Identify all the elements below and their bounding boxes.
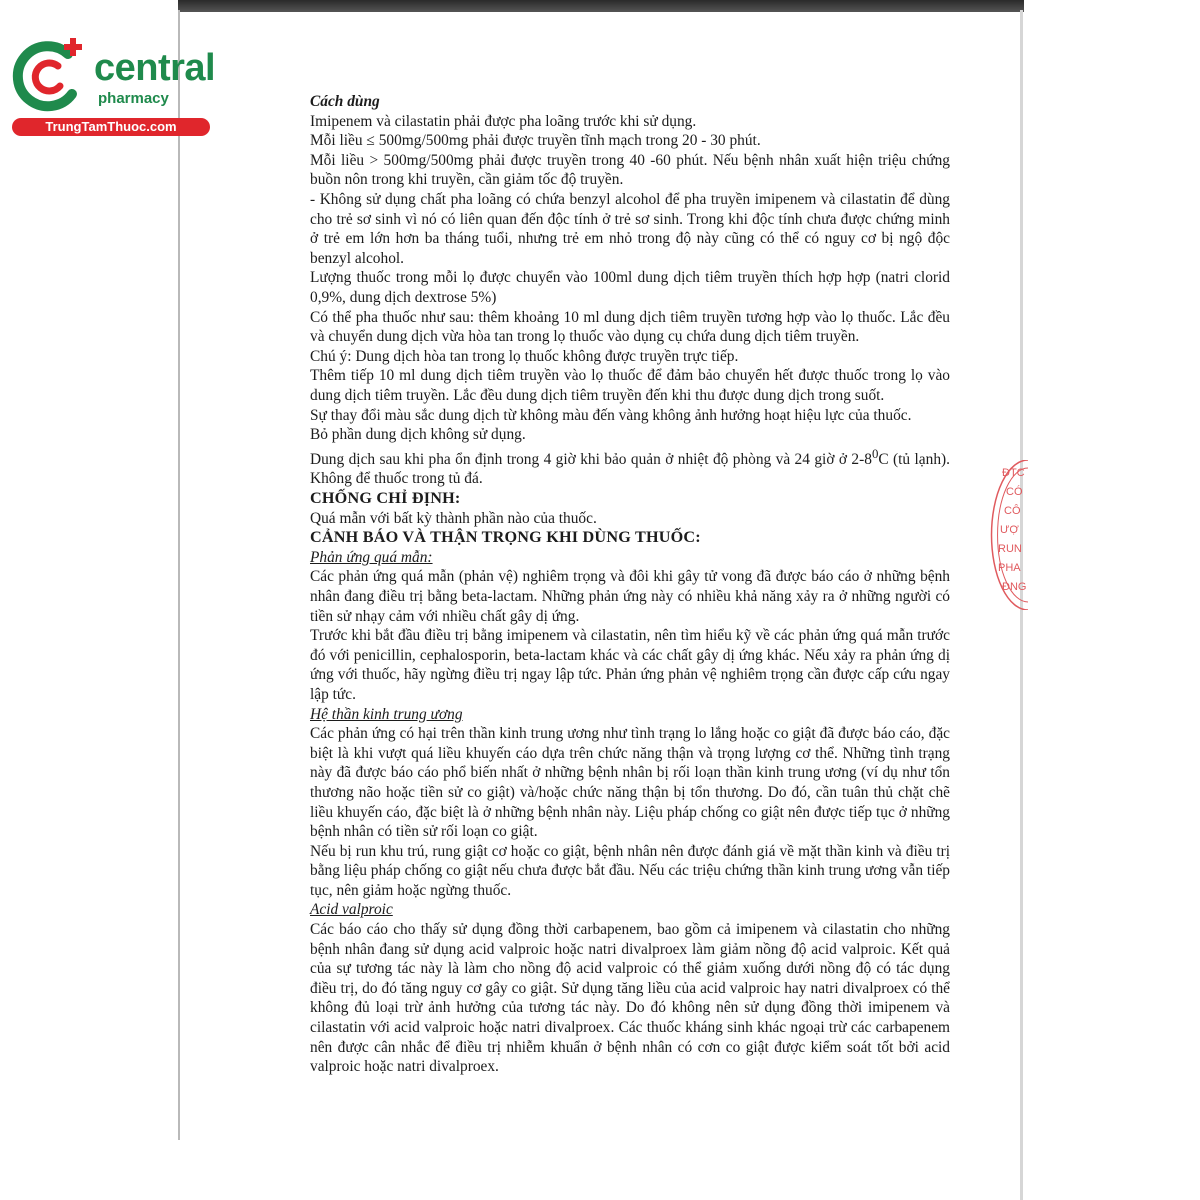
section-title-usage: Cách dùng — [310, 93, 380, 110]
subheading-cns: Hệ thần kinh trung ương — [310, 705, 463, 723]
paragraph: Mỗi liều ≤ 500mg/500mg phải được truyền tĩnh mạch trong 20 - 30 phút. — [310, 132, 761, 150]
paragraph: Mỗi liều > 500mg/500mg phải được truyền trong 40 -60 phút. Nếu bệnh nhân xuất hiện triệu chứng buồn nôn trong khi truyền, cần giảm tốc độ truyền. — [310, 151, 950, 189]
superscript-zero: 0 — [871, 446, 879, 461]
central-pharmacy-logo[interactable] — [10, 36, 215, 136]
stamp-text: CÓ — [1006, 486, 1023, 498]
paragraph: Chú ý: Dung dịch hòa tan trong lọ thuốc không được truyền trực tiếp. — [310, 347, 739, 365]
paragraph: Lượng thuốc trong mỗi lọ được chuyển vào 100ml dung dịch tiêm truyền thích hợp hợp (natri clorid 0,9%, dung dịch dextrose 5%) — [310, 269, 950, 306]
scan-top-edge — [178, 0, 1024, 12]
paragraph: Các phản ứng có hại trên thần kinh trung ương như tình trạng lo lắng hoặc co giật đã được báo cáo, đặc biệt là khi vượt quá liều khuyến cáo dựa trên chức năng thận và trọng lượng cơ thể. Những tình trạng này đã được báo cáo phổ biến nhất ở những bệnh nhân bị rối loạn thần kinh trung ương (ví dụ như tổn thương não hoặc tiền sử co giật) và/hoặc chức năng thận bị tổn thương. Do đó, cần tuân thủ chặt chẽ liều khuyến cáo, đặc biệt là ở những bệnh nhân này. Liệu pháp chống co giật nên được tiếp tục ở những bệnh nhân có tiền sử rối loạn co giật. — [310, 725, 950, 841]
paragraph: Có thể pha thuốc như sau: thêm khoảng 10 ml dung dịch tiêm truyền tương hợp vào lọ thuốc. Lắc đều và chuyển dung dịch vừa hòa tan trong lọ thuốc vào dụng cụ chứa dung dịch tiêm truyền. — [310, 308, 950, 346]
paragraph: Nếu bị run khu trú, rung giật cơ hoặc co giật, bệnh nhân nên được đánh giá về mặt thần kinh và điều trị bằng liệu pháp chống co giật nếu chưa được bắt đầu. Nếu các triệu chứng thần kinh trung ương vẫn tiếp tục, nên giảm hoặc ngừng thuốc. — [310, 842, 950, 899]
stamp-text: PHA — [998, 562, 1021, 574]
paragraph: Các phản ứng quá mẫn (phản vệ) nghiêm trọng và đôi khi gây tử vong đã được báo cáo ở những bệnh nhân đang điều trị bằng beta-lactam. Những phản ứng này có nhiều khả năng xảy ra ở những người có tiền sử nhạy cảm với nhiều chất gây dị ứng. — [310, 568, 950, 625]
text-span: C (tủ lạnh). Không để thuốc trong tủ đá. — [310, 450, 951, 488]
subheading-hypersensitivity: Phản ứng quá mẫn: — [310, 548, 433, 566]
scan-left-edge — [178, 10, 180, 1140]
subheading-valproic-acid: Acid valproic — [310, 901, 393, 919]
stamp-text: ĐTC — [1002, 467, 1025, 479]
paragraph: Các báo cáo cho thấy sử dụng đồng thời carbapenem, bao gồm cả imipenem và cilastatin cho những bệnh nhân đang sử dụng acid valproic hoặc natri divalproex làm giảm nồng độ acid valproic. Kết quả của sự tương tác này là làm cho nồng độ acid valproic có thể giảm xuống dưới nồng độ có tác dụng điều trị, do đó tăng nguy cơ gây co giật. Sử dụng tăng liều của acid valproic hay natri divalproex có thể không đủ loại trừ ảnh hưởng của tương tác này. Do đó không nên sử dụng đồng thời imipenem và cilastatin với acid valproic hoặc natri divalproex. Các thuốc kháng sinh khác ngoại trừ các carbapenem nên được cân nhắc để điều trị nhiễm khuẩn ở bệnh nhân có cơn co giật được kiểm soát tốt bởi acid valproic hoặc natri divalproex. — [310, 921, 950, 1076]
stamp-text: ƯỢ — [1000, 524, 1019, 536]
stamp-text: CÔ — [1004, 505, 1021, 517]
paragraph — [310, 445, 950, 489]
text-span: Dung dịch sau khi pha ổn định trong 4 giờ khi bảo quản ở nhiệt độ phòng và 24 giờ ở 2-8 — [310, 450, 872, 468]
heading-warnings: CẢNH BÁO VÀ THẬN TRỌNG KHI DÙNG THUỐC: — [310, 528, 701, 547]
document-body — [310, 92, 950, 1077]
stamp-text: RUN — [998, 543, 1022, 555]
paragraph: Quá mẫn với bất kỳ thành phần nào của thuốc. — [310, 509, 597, 527]
stamp-text: ĐNG — [1002, 581, 1027, 593]
paragraph: Imipenem và cilastatin phải được pha loãng trước khi sử dụng. — [310, 112, 697, 130]
paragraph: Trước khi bắt đầu điều trị bằng imipenem và cilastatin, nên tìm hiểu kỹ về các phản ứng quá mẫn trước đó với penicillin, cephalosporin, beta-lactam khác và các chất gây dị ứng khác. Nếu xảy ra phản ứng dị ứng với thuốc, hãy ngừng điều trị ngay lập tức. Phản ứng phản vệ nghiêm trọng cần được cấp cứu ngay lập tức. — [310, 627, 950, 703]
heading-contraindications: CHỐNG CHỈ ĐỊNH: — [310, 489, 461, 507]
paragraph: - Không sử dụng chất pha loãng có chứa benzyl alcohol để pha truyền imipenem và cilastatin để dùng cho trẻ sơ sinh vì nó có liên quan đến độc tính ở trẻ sơ sinh. Trong khi độc tính chưa được chứng minh ở trẻ em lớn hơn ba tháng tuổi, nhưng trẻ em nhỏ trong độ này cũng có thể có nguy cơ bị ngộ độc benzyl alcohol. — [310, 190, 950, 267]
paragraph: Bỏ phần dung dịch không sử dụng. — [310, 426, 526, 444]
logo-brand-sub: pharmacy — [98, 90, 169, 107]
paragraph: Thêm tiếp 10 ml dung dịch tiêm truyền vào lọ thuốc để đảm bảo chuyển hết được thuốc trong lọ vào dung dịch tiêm truyền. Lắc đều dung dịch tiêm truyền đến khi thu được dung dịch trong suốt. — [310, 367, 950, 404]
logo-brand-name: central — [94, 47, 216, 89]
logo-mark-icon — [10, 36, 90, 116]
paragraph: Sự thay đổi màu sắc dung dịch từ không màu đến vàng không ảnh hưởng hoạt hiệu lực của thuốc. — [310, 406, 912, 424]
red-stamp-fragment — [988, 460, 1028, 610]
logo-website-url[interactable]: TrungTamThuoc.com — [12, 118, 210, 136]
